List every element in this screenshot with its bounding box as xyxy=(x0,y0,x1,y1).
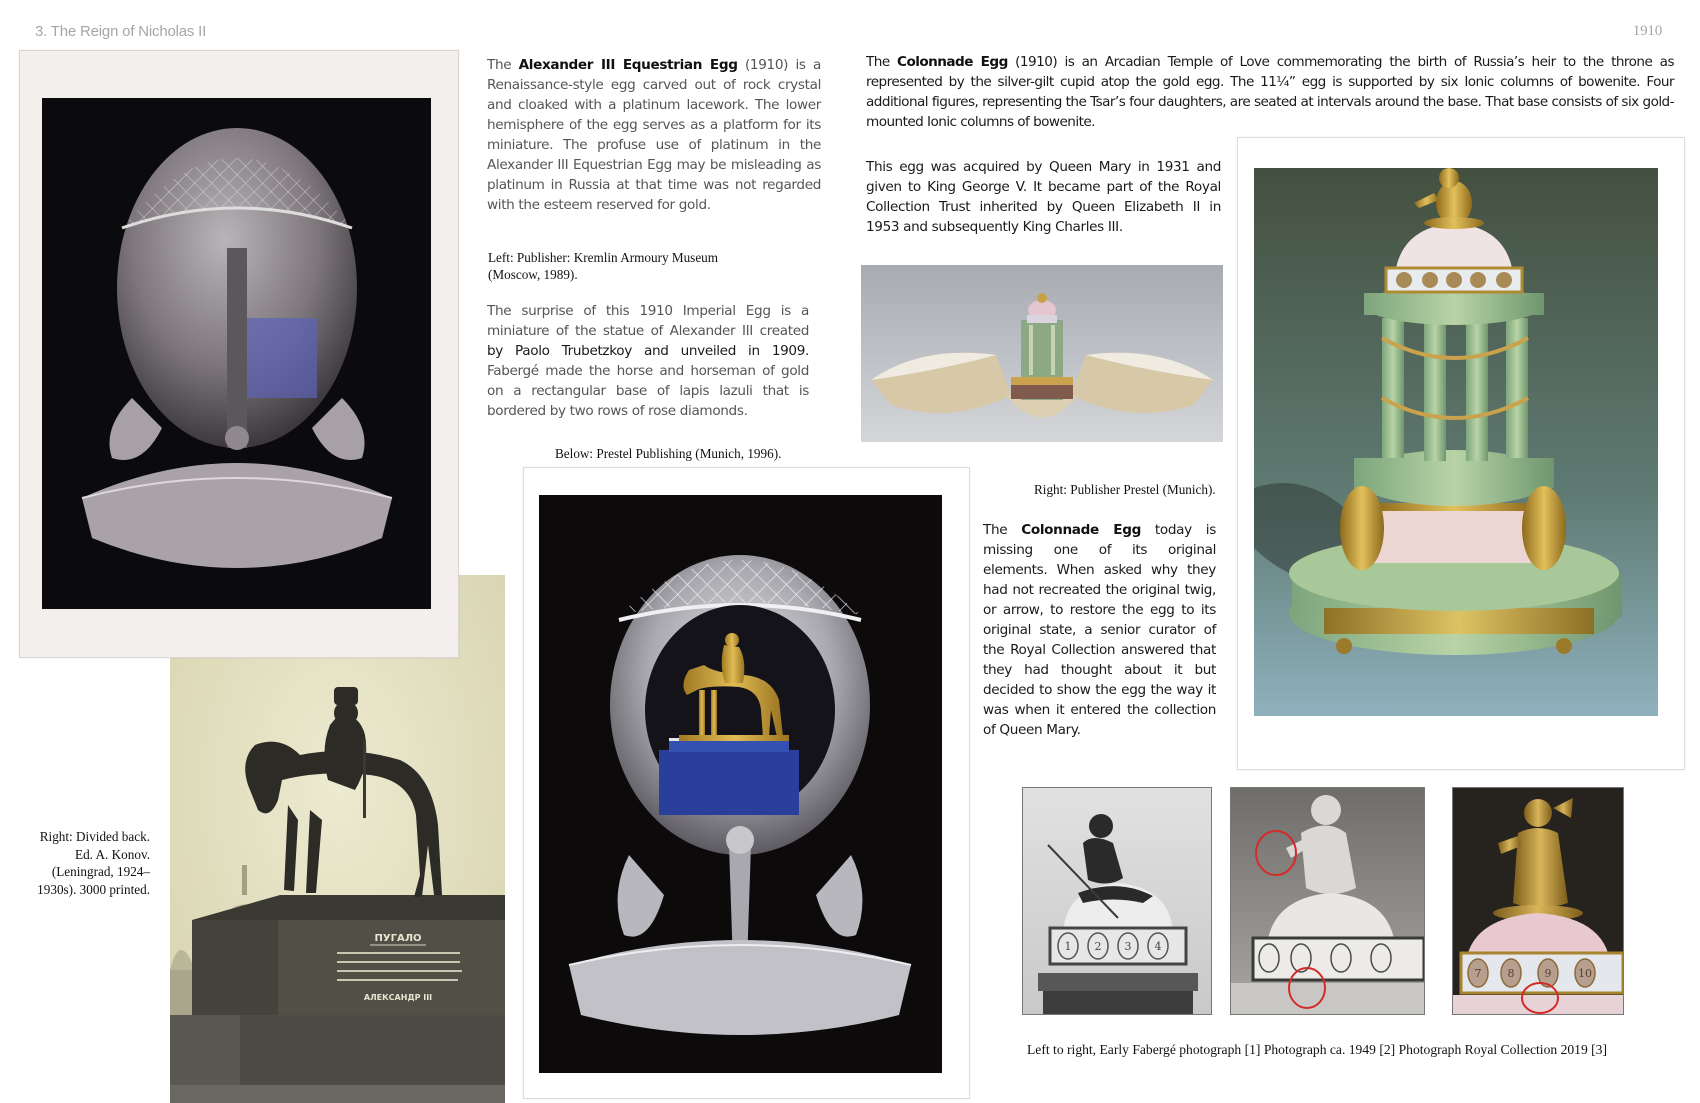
dial-numeral: 10 xyxy=(1578,967,1592,980)
dial-numeral: 7 xyxy=(1474,967,1482,980)
lapis-base-glimpse xyxy=(247,318,317,398)
alexander-egg-photo xyxy=(42,98,431,609)
alexander-egg-description: The Alexander III Equestrian Egg (1910) is a Renaissance-style egg carved out of rock crystal and cloaked with a platinum lacework. The lower hemisphere of the egg serves as a platform for its miniature. The profuse use of platinum in the Alexander III Equestrian Egg may be misleading as platinum in Russia at that time was not regarded with the esteem reserved for gold. xyxy=(487,57,821,213)
seated-daughter-figure xyxy=(1522,486,1566,570)
rose-band xyxy=(1374,508,1534,563)
plinth-title: ПУГАЛО xyxy=(374,933,422,944)
comparison-caption: Left to right, Early Fabergé photograph [1] Photograph ca. 1949 [2] Photograph Royal Collection 2019 [3] xyxy=(1027,1042,1608,1057)
comparison-photo-early-faberge xyxy=(1022,787,1212,1015)
caption-right-publisher: Right: Publisher Prestel (Munich). xyxy=(1034,482,1216,497)
colonnade-egg-description: The Colonnade Egg (1910) is an Arcadian Temple of Love commemorating the birth of Russia’s heir to the throne as represented by the silver-gilt cupid atop the gold egg. The 11¼” egg is supported by six Ionic columns of bowenite. Four additional figures, representing the Tsar’s four daughters, are seated at intervals around the base. That base consists of six gold-mounted Ionic columns of bowenite. xyxy=(866,54,1674,130)
dial-numeral: 9 xyxy=(1544,967,1552,980)
dial-numeral: 3 xyxy=(1124,940,1132,953)
lapis-lazuli-base xyxy=(659,750,799,815)
surprise-description: The surprise of this 1910 Imperial Egg is a miniature of the statue of Alexander III created by Paolo Trubetzkoy and unveiled in 1909. Fabergé made the horse and horseman of gold on a rectangular base of lapis lazuli that is bordered by two rows of rose diamonds. xyxy=(487,303,809,419)
dial-numeral: 8 xyxy=(1507,967,1515,980)
page-year: 1910 xyxy=(1632,23,1662,39)
colonnade-missing-element-description: The Colonnade Egg today is missing one of its original elements. When asked why they had not recreated the original twig, or arrow, to restore the egg to its original state, a senior curator of the Royal Collection answered that they had thought about it but decided to show the egg the way it was when it entered the collection of Queen Mary. xyxy=(983,522,1216,738)
equestrian-egg-frame xyxy=(523,467,970,1099)
caption-statue-postcard: Right: Divided back. Ed. A. Konov. (Leningrad, 1924–1930s). 3000 printed. xyxy=(37,829,150,897)
colonnade-egg-open-case-photo xyxy=(861,265,1223,442)
seated-daughter-figure xyxy=(1340,486,1384,570)
equestrian-egg-photo xyxy=(539,495,942,1073)
colonnade-provenance: This egg was acquired by Queen Mary in 1931 and given to King George V. It became part of the Royal Collection Trust inherited by Queen Elizabeth II in 1953 and subsequently King Charles III. xyxy=(866,159,1221,235)
dial-numeral: 4 xyxy=(1154,940,1162,953)
section-title: 3. The Reign of Nicholas II xyxy=(35,23,207,40)
colonnade-egg-frame xyxy=(1237,137,1685,770)
alexander-egg-postcard xyxy=(19,50,459,658)
caption-below-publisher: Below: Prestel Publishing (Munich, 1996). xyxy=(555,446,782,461)
colonnade-egg-photo xyxy=(1254,168,1658,716)
plinth-signature: АЛЕКСАНДР III xyxy=(363,993,433,1002)
alexander-egg-name: Alexander III Equestrian Egg xyxy=(518,57,738,73)
dial-numeral: 2 xyxy=(1094,940,1102,953)
caption-left-publisher: Left: Publisher: Kremlin Armoury Museum (Moscow, 1989). xyxy=(488,250,719,282)
comparison-photo-royal-collection-2019 xyxy=(1452,787,1624,1015)
comparison-photo-1949 xyxy=(1230,787,1425,1015)
colonnade-egg-name: Colonnade Egg xyxy=(897,54,1008,70)
dial-numeral: 1 xyxy=(1064,940,1072,953)
